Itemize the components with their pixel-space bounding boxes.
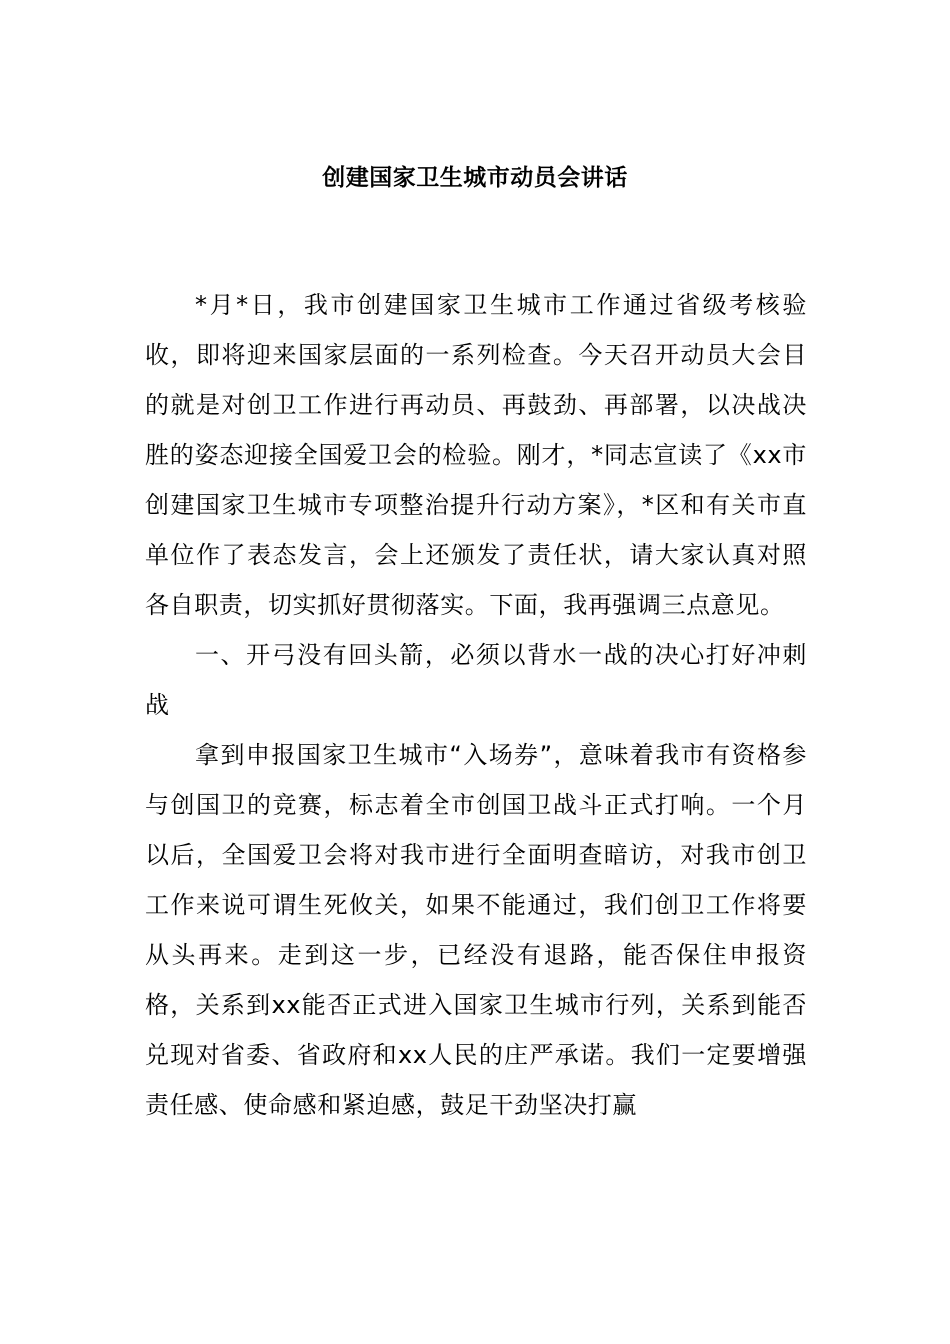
section-heading-1: 一、开弓没有回头箭，必须以背水一战的决心打好冲刺战 xyxy=(145,641,807,719)
paragraph-section-1: 拿到申报国家卫生城市“入场券”，意味着我市有资格参与创国卫的竞赛，标志着全市创国卫战斗正式打响。一个月以后，全国爱卫会将对我市进行全面明查暗访，对我市创卫工作来说可谓生死攸关，如果不能通过，我们创卫工作将要从头再来。走到这一步，已经没有退路，能否保住申报资格，关系到xx能否正式进入国家卫生城市行列，关系到能否兑现对省委、省政府和xx人民的庄严承诺。我们一定要增强责任感、使命感和紧迫感，鼓足干劲坚决打赢 xyxy=(145,741,807,1119)
document-body xyxy=(145,280,807,1130)
paragraph-intro: *月*日，我市创建国家卫生城市工作通过省级考核验收，即将迎来国家层面的一系列检查。今天召开动员大会目的就是对创卫工作进行再动员、再鼓劲、再部署，以决战决胜的姿态迎接全国爱卫会的检验。刚才，*同志宣读了《xx市创建国家卫生城市专项整治提升行动方案》，*区和有关市直单位作了表态发言，会上还颁发了责任状，请大家认真对照各自职责，切实抓好贯彻落实。下面，我再强调三点意见。 xyxy=(145,291,807,619)
document-title: 创建国家卫生城市动员会讲话 xyxy=(322,165,628,191)
